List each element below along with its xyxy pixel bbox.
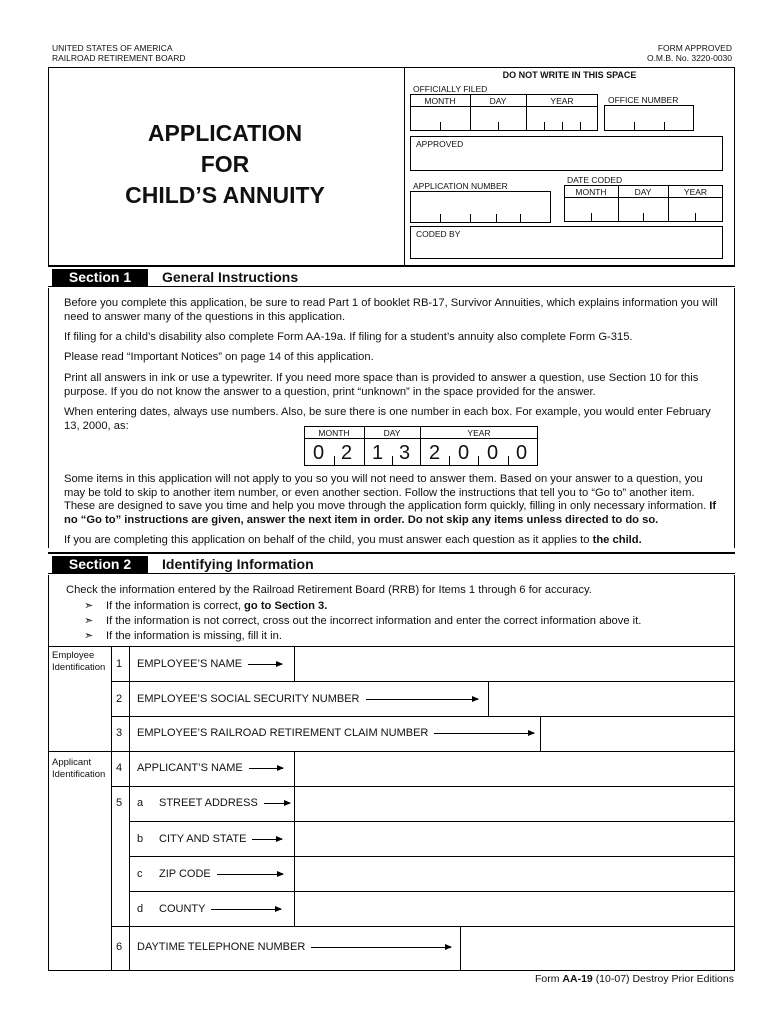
section-1-header (48, 265, 735, 287)
title-line-1: APPLICATION (147, 120, 303, 146)
instruction-p7-bold: the child. (592, 534, 642, 546)
example-year-label: YEAR (467, 428, 491, 438)
item-number-2: 2 (116, 693, 123, 705)
section-2-right-border (734, 575, 735, 971)
employee-claim-number-label (137, 727, 534, 740)
sub-b: b (137, 833, 144, 845)
form-approved: FORM APPROVED (657, 43, 732, 53)
street-address-text: STREET ADDRESS (159, 797, 258, 809)
example-day-label: DAY (383, 428, 401, 438)
title-divider (404, 67, 405, 265)
tick (334, 456, 335, 466)
arrow-right-icon (252, 839, 282, 840)
tick (470, 214, 471, 223)
example-header-line (304, 438, 538, 439)
employee-identification-label (52, 650, 105, 674)
zip-code-text: ZIP CODE (159, 868, 211, 880)
arrow-right-icon (264, 803, 290, 804)
bullet-correct (84, 599, 327, 613)
applicant-identification-label (52, 757, 105, 781)
applicant-label-1: Applicant (52, 757, 92, 768)
instruction-paragraph-2: If filing for a child’s disability also complete Form AA-19a. If filing for a student’s annuity also complete Form G-315. (64, 331, 633, 343)
tick (664, 122, 665, 131)
instruction-paragraph-3: Please read “Important Notices” on page 14 of this application. (64, 351, 374, 363)
tick (508, 456, 509, 466)
tick (544, 122, 545, 131)
applicant-name-field[interactable] (295, 752, 734, 785)
example-digit-5: 2 (429, 442, 441, 464)
zip-code-field[interactable] (295, 857, 734, 890)
bullet-not-correct (84, 614, 641, 628)
item-number-4: 4 (116, 762, 123, 774)
item-number-1: 1 (116, 658, 123, 670)
arrow-right-icon (217, 874, 283, 875)
agency-line-2: RAILROAD RETIREMENT BOARD (52, 53, 186, 63)
approved-label: APPROVED (416, 139, 464, 149)
telephone-field[interactable] (461, 927, 734, 970)
street-address-field[interactable] (295, 787, 734, 820)
instruction-paragraph-5: When entering dates, always use numbers. Also, be sure there is one number in each box. For example, you would enter February 13, 2000, as: (64, 406, 711, 432)
employee-name-label (137, 658, 282, 671)
example-digit-3: 1 (372, 442, 384, 464)
office-use-heading: DO NOT WRITE IN THIS SPACE (502, 70, 637, 80)
tick (449, 456, 450, 466)
instruction-p6-bold: If no “Go to” instructions are given, answer the next item in order. Do not skip any items unless directed to do so. (64, 500, 717, 526)
tick (520, 214, 521, 223)
item-number-5: 5 (116, 797, 123, 809)
coded-by-label: CODED BY (416, 229, 461, 239)
tick (496, 214, 497, 223)
employee-ssn-label (137, 693, 478, 706)
street-address-label (159, 797, 290, 810)
instruction-p7-text: If you are completing this application on behalf of the child, you must answer each question as it applies to (64, 534, 590, 546)
title-line-3: CHILD’S ANNUITY (125, 182, 325, 208)
example-digit-1: 0 (313, 442, 325, 464)
officially-filed-label: OFFICIALLY FILED (413, 84, 488, 94)
county-label (159, 903, 281, 916)
agency-line-1: UNITED STATES OF AMERICA (52, 43, 173, 53)
example-month-label: MONTH (318, 428, 350, 438)
item-number-3: 3 (116, 727, 123, 739)
example-digit-4: 3 (399, 442, 411, 464)
tick (634, 122, 635, 131)
employee-label-2: Identification (52, 662, 106, 673)
form-footer (535, 973, 734, 985)
coded-day: DAY (634, 187, 652, 197)
title-line-2: FOR (200, 151, 250, 177)
employee-name-text: EMPLOYEE’S NAME (137, 658, 243, 670)
coded-month: MONTH (575, 187, 607, 197)
bullet-arrow-icon: ➣ (84, 615, 94, 627)
instruction-paragraph-6 (64, 473, 720, 527)
application-number-label: APPLICATION NUMBER (413, 181, 508, 191)
example-digit-6: 0 (458, 442, 470, 464)
filed-month: MONTH (424, 96, 456, 106)
tick (643, 213, 644, 222)
filed-year: YEAR (550, 96, 574, 106)
zip-code-label (159, 868, 283, 881)
tick (440, 214, 441, 223)
county-text: COUNTY (159, 903, 206, 915)
instruction-paragraph-1: Before you complete this application, be sure to read Part 1 of booklet RB-17, Survivor Annuities, which explains information you will need to answer many of the questions in this application. (64, 297, 718, 323)
employee-name-field[interactable] (295, 647, 734, 680)
section-1-left-border (48, 288, 49, 548)
employee-ssn-field[interactable] (489, 682, 734, 715)
section-2-left-border (48, 575, 49, 971)
item-number-6: 6 (116, 941, 123, 953)
arrow-right-icon (434, 733, 534, 734)
instruction-p6-text: Some items in this application will not apply to you so you will not need to answer them. Based on your answer to a question, you may be told to skip to another item number, or even another section. Follow the instructions that tell you to “Go to” another item. These are designed to save you time and help you move through the application form quickly, filling in only necessary information. (64, 473, 707, 512)
bullet-arrow-icon: ➣ (84, 630, 94, 642)
bullet-arrow-icon: ➣ (84, 600, 94, 612)
telephone-label (137, 941, 451, 954)
office-number-box[interactable] (604, 105, 694, 131)
arrow-right-icon (249, 768, 283, 769)
section-2-header (48, 552, 735, 574)
city-state-field[interactable] (295, 822, 734, 855)
employee-ssn-text: EMPLOYEE’S SOCIAL SECURITY NUMBER (137, 693, 360, 705)
application-number-box[interactable] (410, 191, 551, 223)
instruction-paragraph-7 (64, 534, 720, 548)
tick (440, 122, 441, 131)
employee-claim-number-field[interactable] (541, 717, 734, 750)
section-1-badge: Section 1 (52, 269, 148, 286)
filed-day: DAY (489, 96, 507, 106)
omb-number: O.M.B. No. 3220-0030 (646, 53, 732, 63)
applicant-name-text: APPLICANT’S NAME (137, 762, 243, 774)
arrow-right-icon (248, 664, 282, 665)
sub-a: a (137, 797, 144, 809)
tick (580, 122, 581, 131)
city-state-label (159, 833, 282, 846)
bullet-correct-text: If the information is correct, (106, 600, 241, 612)
footer-edition: (10-07) Destroy Prior Editions (595, 973, 734, 985)
arrow-right-icon (366, 699, 478, 700)
tick (392, 456, 393, 466)
employee-claim-number-text: EMPLOYEE’S RAILROAD RETIREMENT CLAIM NUMBER (137, 727, 429, 739)
example-digit-2: 2 (341, 442, 353, 464)
coded-year: YEAR (683, 187, 708, 197)
footer-form-id: AA-19 (562, 973, 593, 985)
tick (695, 213, 696, 222)
tick (591, 213, 592, 222)
grid-group-divider (111, 646, 112, 971)
grid-bottom-line (48, 970, 735, 971)
example-digit-8: 0 (516, 442, 528, 464)
tick (478, 456, 479, 466)
instruction-paragraph-4: Print all answers in ink or use a typewriter. If you need more space than is provided to answer a question, use Section 10 for this purpose. If you do not know the answer to a question, print “unknown” in the space provided for the answer. (64, 372, 699, 398)
county-field[interactable] (295, 892, 734, 925)
section-1-title: General Instructions (162, 269, 299, 285)
footer-prefix: Form (535, 973, 560, 985)
sub-c: c (137, 868, 143, 880)
bullet-correct-bold: go to Section 3. (244, 600, 328, 612)
employee-label-1: Employee (52, 650, 95, 661)
sub-d: d (137, 903, 144, 915)
section-2-badge: Section 2 (52, 556, 148, 573)
arrow-right-icon (311, 947, 451, 948)
tick (562, 122, 563, 131)
form-title (80, 118, 370, 211)
coded-header-line (564, 197, 723, 198)
applicant-label-2: Identification (52, 769, 106, 780)
filed-header-line (410, 106, 598, 107)
arrow-right-icon (211, 909, 281, 910)
tick (498, 122, 499, 131)
city-state-text: CITY AND STATE (159, 833, 247, 845)
section-1-right-border (734, 288, 735, 548)
bullet-not-correct-text: If the information is not correct, cross out the incorrect information and enter the correct information above it. (106, 615, 642, 627)
example-digit-7: 0 (487, 442, 499, 464)
date-coded-label: DATE CODED (567, 175, 623, 185)
section-2-title: Identifying Information (162, 556, 314, 572)
bullet-missing (84, 629, 282, 643)
section-2-intro: Check the information entered by the Railroad Retirement Board (RRB) for Items 1 through 6 for accuracy. (66, 584, 592, 596)
office-number-label: OFFICE NUMBER (608, 95, 679, 105)
bullet-missing-text: If the information is missing, fill it in. (106, 630, 282, 642)
telephone-text: DAYTIME TELEPHONE NUMBER (137, 941, 306, 953)
grid-number-divider (129, 646, 130, 971)
applicant-name-label (137, 762, 283, 775)
